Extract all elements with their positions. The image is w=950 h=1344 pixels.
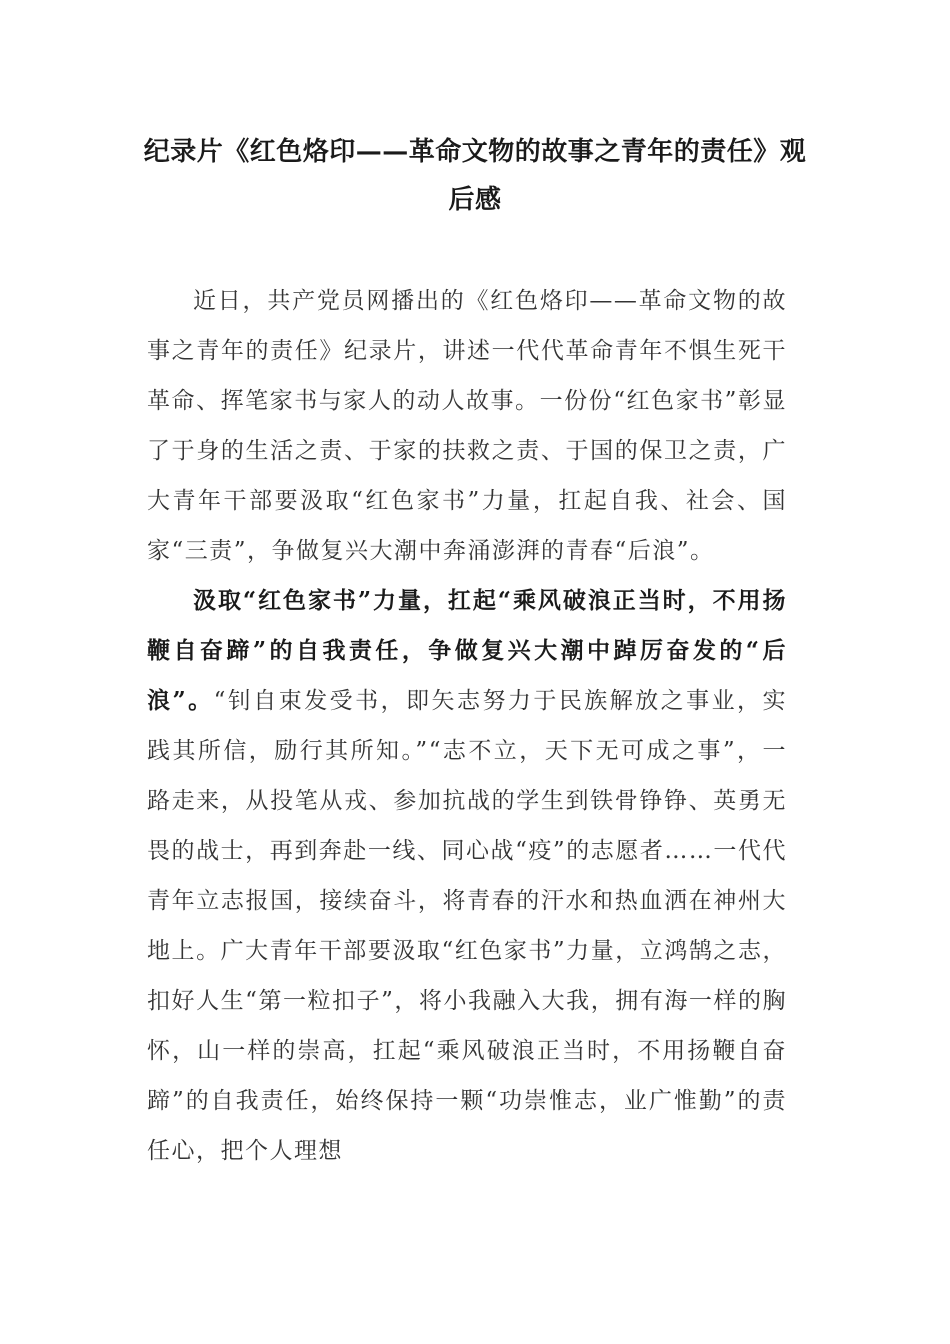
paragraph-self-responsibility [147, 576, 787, 1176]
document-body [147, 276, 787, 1176]
paragraph-self-responsibility-text: “钊自束发受书，即矢志努力于民族解放之事业，实践其所信，励行其所知。”“志不立，天下无可成之事”，一路走来，从投笔从戎、参加抗战的学生到铁骨铮铮、英勇无畏的战士，再到奔赴一线、同心战“疫”的志愿者……一代代青年立志报国，接续奋斗，将青春的汗水和热血洒在神州大地上。广大青年干部要汲取“红色家书”力量，立鸿鹄之志，扣好人生“第一粒扣子”，将小我融入大我，拥有海一样的胸怀，山一样的崇高，扛起“乘风破浪正当时，不用扬鞭自奋蹄”的自我责任，始终保持一颗“功崇惟志，业广惟勤”的责任心，把个人理想 [147, 688, 788, 1164]
paragraph-intro-text: 近日，共产党员网播出的《红色烙印——革命文物的故事之青年的责任》纪录片，讲述一代代革命青年不惧生死干革命、挥笔家书与家人的动人故事。一份份“红色家书”彰显了于身的生活之责、于家的扶救之责、于国的保卫之责，广大青年干部要汲取“红色家书”力量，扛起自我、社会、国家“三责”，争做复兴大潮中奔涌澎湃的青春“后浪”。 [147, 288, 787, 564]
paragraph-intro [147, 276, 787, 576]
paragraph-lead-heading: 汲取“红色家书”力量，扛起“乘风破浪正当时，不用扬鞭自奋蹄”的自我责任，争做复兴大潮中踔厉奋发的“后浪”。 [147, 587, 787, 714]
document-title: 纪录片《红色烙印——革命文物的故事之青年的责任》观后感 [143, 137, 807, 215]
